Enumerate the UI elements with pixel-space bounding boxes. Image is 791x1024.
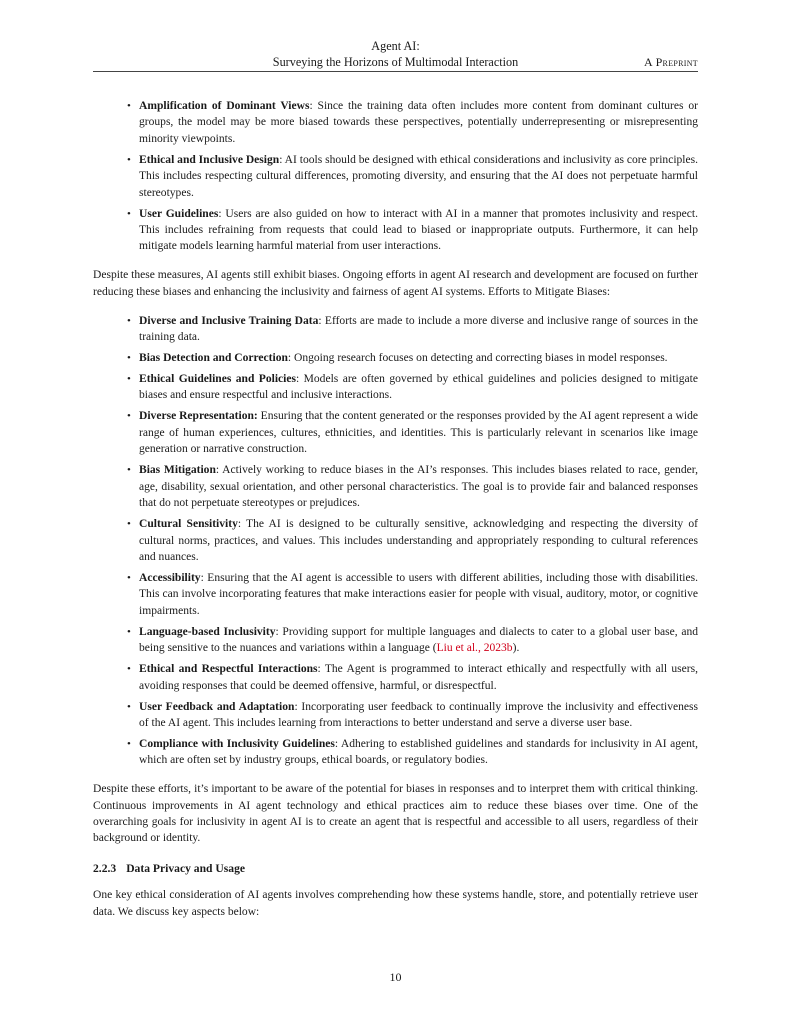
bullet-icon: • (127, 410, 131, 423)
list-item-term: Bias Detection and Correction (139, 352, 288, 365)
bullet-icon: • (127, 518, 131, 531)
list-item-term: Bias Mitigation (139, 464, 216, 477)
page-body (93, 98, 698, 933)
header-rule (93, 71, 698, 72)
list-item-text: : Actively working to reduce biases in the AI’s responses. This includes biases related to race, gender, age, disability, sexual orientation, and other personal characteristics. The goal is to provide fair and balanced responses that do not perpetuate stereotypes or prejudices. (139, 464, 698, 510)
list-item-text: : Efforts are made to include a more diverse and inclusive range of sources in the training data. (139, 314, 698, 344)
list-item-text: : The AI is designed to be culturally sensitive, acknowledging and respecting the diversity of cultural norms, practices, and values. This includes understanding and appropriately responding to cultural references and nuances. (139, 518, 698, 563)
list-item-text: : Models are often governed by ethical guidelines and policies designed to mitigate biases and ensure respectful and inclusive interactions. (139, 373, 698, 402)
bullet-icon: • (127, 352, 131, 365)
bias-list-top (93, 98, 698, 255)
list-item-term: Compliance with Inclusivity Guidelines (139, 737, 335, 750)
list-item-text: : Users are also guided on how to interact with AI in a manner that promotes inclusivity and respect. This includes refraining from requests that could lead to biased or inappropriate outputs. Furthermore, it can help mitigate models learning harmful material from user interactions. (139, 207, 698, 253)
bullet-icon: • (127, 663, 131, 676)
bullet-icon: • (127, 464, 131, 477)
list-item (127, 98, 698, 147)
section-heading (93, 861, 698, 877)
list-item-text: : Ensuring that the AI agent is accessible to users with different abilities, including those with disabilities. This can involve incorporating features that make interactions easier for people with visual, auditory, motor, or cognitive impairments. (139, 571, 698, 617)
list-item (127, 661, 698, 694)
paragraph-data-privacy: One key ethical consideration of AI agents involves comprehending how these systems handle, store, and potentially retrieve user data. We discuss key aspects below: (93, 889, 698, 918)
header-title-line1: Agent AI: (371, 39, 420, 53)
list-item-text: : Since the training data often includes more content from dominant cultures or groups, the model may be more biased towards these perspectives, potentially underrepresenting or misrepresenting minority viewpoints. (139, 100, 698, 145)
preprint-label: A Preprint (643, 55, 698, 69)
list-item (127, 152, 699, 201)
list-item (127, 408, 698, 457)
list-item-term: Ethical and Inclusive Design (139, 153, 280, 166)
list-item-term: Ethical Guidelines and Policies (139, 373, 296, 386)
list-item-term: Amplification of Dominant Views (139, 100, 310, 112)
bullet-icon: • (127, 700, 131, 713)
list-item-text-end: ). (512, 642, 520, 655)
list-item-term: Language-based Inclusivity (139, 625, 276, 638)
running-header (93, 38, 698, 70)
list-item-text: : Providing support for multiple languages and dialects to cater to a global user base, and being sensitive to the nuances and variations within a language ( (139, 625, 698, 655)
list-item-text: : Adhering to established guidelines and standards for inclusivity in AI agent, which are often set by industry groups, ethical boards, or regulatory bodies. (139, 737, 698, 767)
list-item (127, 699, 698, 732)
list-item (127, 570, 698, 619)
paragraph-measures: Despite these measures, AI agents still exhibit biases. Ongoing efforts in agent AI research and development are focused on further reducing these biases and enhancing the inclusivity and fairness of agent AI systems. Efforts to Mitigate Biases: (93, 269, 698, 298)
citation-link[interactable]: Liu et al., 2023b (436, 642, 513, 655)
list-item (127, 206, 698, 255)
list-item (127, 350, 698, 366)
list-item (127, 736, 698, 769)
header-title-line2: Surveying the Horizons of Multimodal Interaction (272, 55, 519, 69)
bullet-icon: • (127, 737, 131, 750)
list-item-term: Ethical and Respectful Interactions (139, 663, 318, 676)
bullet-icon: • (127, 373, 131, 386)
section-title: Data Privacy and Usage (126, 861, 246, 875)
bullet-icon: • (127, 625, 131, 638)
mitigation-list (93, 313, 698, 769)
bullet-icon: • (127, 207, 131, 220)
bullet-icon: • (127, 100, 131, 112)
list-item (127, 516, 698, 565)
page-number: 10 (389, 970, 402, 984)
list-item-term: User Guidelines (139, 207, 219, 220)
list-item (127, 313, 698, 346)
list-item-text: : AI tools should be designed with ethical considerations and inclusivity as core principles. This includes respecting cultural differences, promoting diversity, and ensuring that the AI does not perpetuate harmful stereotypes. (139, 153, 699, 199)
bullet-icon: • (127, 314, 131, 327)
section-number: 2.2.3 (93, 861, 117, 875)
list-item-term: Cultural Sensitivity (139, 518, 238, 531)
list-item-term: Diverse Representation: (139, 410, 258, 423)
bullet-icon: • (127, 571, 131, 584)
list-item-text: : Ongoing research focuses on detecting and correcting biases in model responses. (287, 352, 668, 365)
list-item-term: Diverse and Inclusive Training Data (139, 314, 319, 327)
list-item-term: User Feedback and Adaptation (139, 700, 295, 713)
list-item-term: Accessibility (139, 571, 201, 584)
list-item (127, 624, 698, 657)
list-item-text: : The Agent is programmed to interact ethically and respectfully with all users, avoiding responses that could be deemed offensive, harmful, or disrespectful. (139, 663, 698, 692)
list-item-text: Ensuring that the content generated or the responses provided by the AI agent represent a wide range of human experiences, cultures, ethnicities, and identities. This is particularly relevant in scenarios like image generation or narrative construction. (139, 410, 698, 456)
list-item-text: : Incorporating user feedback to continually improve the inclusivity and effectiveness of the AI agent. This includes learning from interactions to better understand and serve a diverse user base. (139, 700, 698, 729)
list-item (127, 462, 698, 511)
bullet-icon: • (127, 153, 131, 166)
paragraph-conclusion: Despite these efforts, it’s important to be aware of the potential for biases in responses and to interpret them with critical thinking. Continuous improvements in AI agent technology and ethical practices aim to reduce these biases over time. One of the overarching goals for inclusivity in agent AI is to create an agent that is respectful and accessible to all users, regardless of their background or identity. (93, 783, 698, 845)
list-item (127, 371, 698, 404)
